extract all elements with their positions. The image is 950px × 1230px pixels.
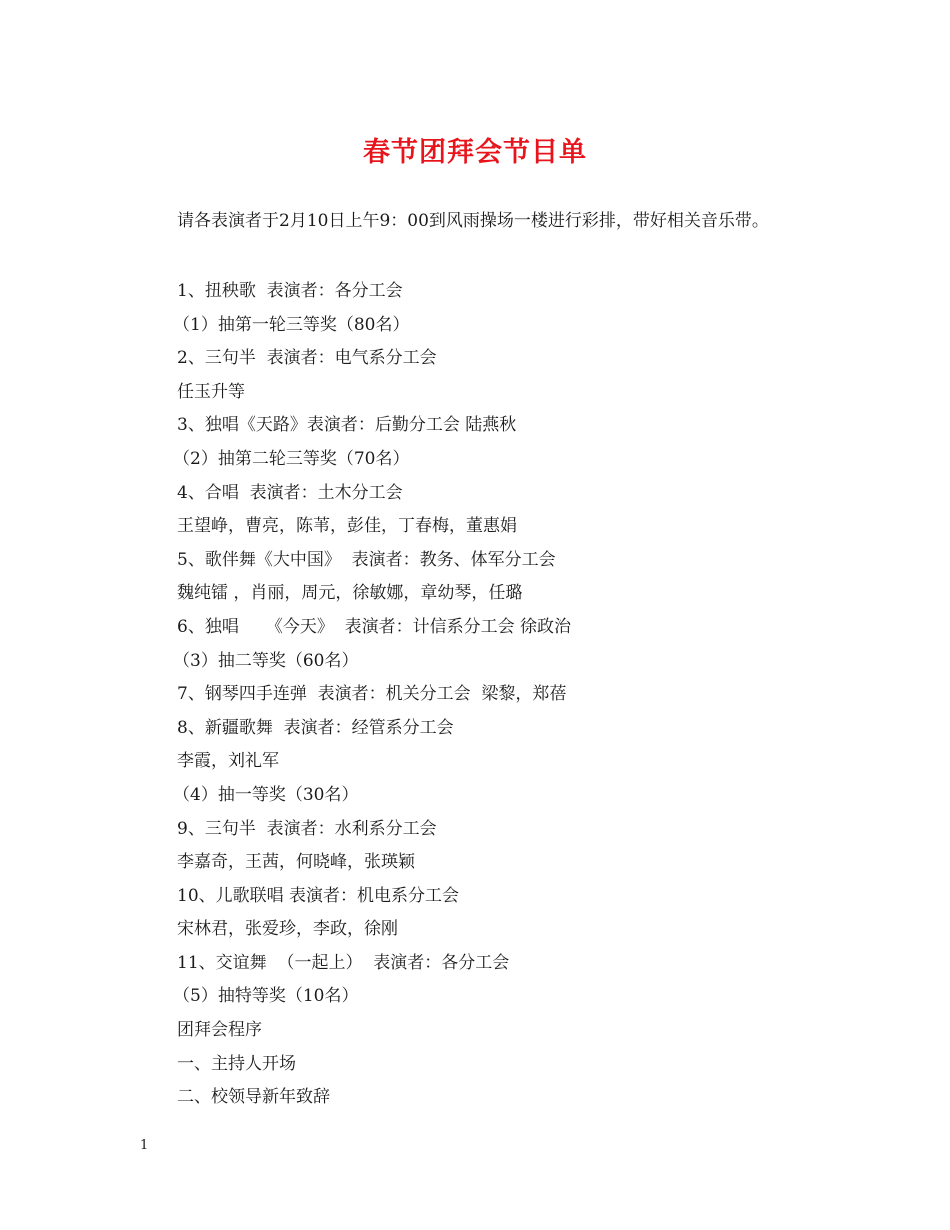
program-line: 二、校领导新年致辞 — [177, 1087, 330, 1108]
program-line: 9、三句半 表演者：水利系分工会 — [177, 818, 437, 839]
program-line: 魏纯镭 ，肖丽，周元，徐敏娜，章幼琴，任璐 — [177, 583, 523, 604]
program-line: 7、钢琴四手连弹 表演者：机关分工会 梁黎，郑蓓 — [177, 684, 567, 705]
prize-draw-line: （4）抽一等奖（30名） — [173, 784, 359, 805]
prize-draw-line: （3）抽二等奖（60名） — [173, 650, 359, 671]
program-line: 王望峥，曹亮，陈苇，彭佳，丁春梅，董惠娟 — [177, 516, 517, 537]
program-line: 一、主持人开场 — [177, 1053, 296, 1074]
page-number: 1 — [140, 1138, 149, 1153]
program-line: 6、独唱 《今天》 表演者：计信系分工会 徐政治 — [177, 616, 572, 637]
program-line: 11、交谊舞 （一起上） 表演者：各分工会 — [177, 952, 510, 973]
program-list — [173, 275, 572, 1115]
prize-draw-line: （5）抽特等奖（10名） — [173, 986, 359, 1007]
program-line: 李嘉奇，王茜，何晓峰，张瑛颖 — [177, 852, 415, 873]
program-line: 李霞，刘礼军 — [177, 751, 279, 772]
intro-paragraph: 请各表演者于2月10日上午9：00到风雨操场一楼进行彩排，带好相关音乐带。 — [177, 211, 769, 231]
prize-draw-line: （2）抽第二轮三等奖（70名） — [173, 448, 410, 469]
program-line: 2、三句半 表演者：电气系分工会 — [177, 348, 437, 369]
program-line: 1、扭秧歌 表演者：各分工会 — [177, 281, 403, 301]
program-line: 5、歌伴舞《大中国》 表演者：教务、体军分工会 — [177, 549, 556, 570]
document-title: 春节团拜会节目单 — [363, 137, 587, 168]
prize-draw-line: （1）抽第一轮三等奖（80名） — [173, 314, 410, 335]
program-line: 8、新疆歌舞 表演者：经管系分工会 — [177, 717, 454, 738]
program-line: 任玉升等 — [177, 381, 245, 402]
program-line: 4、合唱 表演者：土木分工会 — [177, 482, 403, 503]
program-line: 宋林君，张爱珍，李政，徐刚 — [177, 919, 398, 940]
program-line: 10、儿歌联唱 表演者：机电系分工会 — [177, 885, 460, 906]
program-line: 3、独唱《天路》表演者：后勤分工会 陆燕秋 — [177, 415, 517, 436]
program-line: 团拜会程序 — [177, 1020, 262, 1041]
